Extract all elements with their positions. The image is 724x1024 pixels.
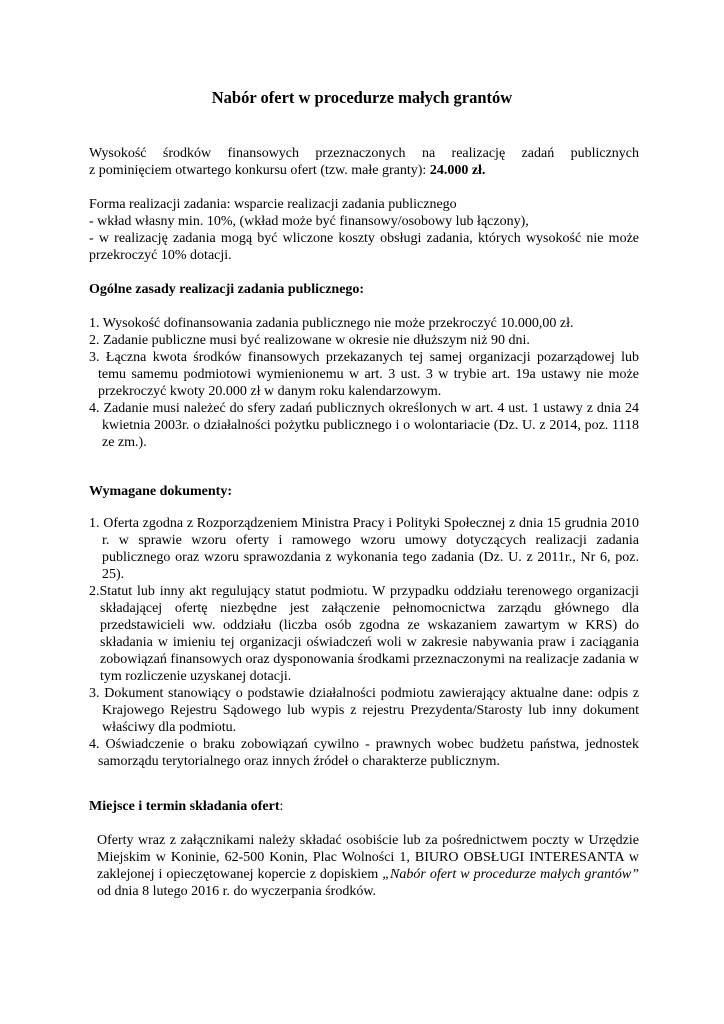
list-item: 4. Zadanie musi należeć do sfery zadań publicznych określonych w art. 4 ust. 1 ustawy z dnia 24 kwietnia 2003r. o działalności pożytku publicznego i o wolontariacie (Dz. U. z 2014, poz. 1118 ze zm.). — [89, 401, 639, 450]
submission-italic: „Nabór ofert w procedurze małych grantów” — [382, 867, 639, 882]
intro-text-1: Wysokość środków finansowych przeznaczonych na realizację zadań publicznych — [89, 146, 639, 161]
general-rules-heading: Ogólne zasady realizacji zadania publicznego: — [89, 282, 365, 297]
submission-heading: Miejsce i termin składania ofert — [89, 799, 280, 814]
list-item: 2.Statut lub inny akt regulujący statut podmiotu. W przypadku oddziału terenowego organizacji składającej ofertę niezbędne jest załączenie pełnomocnictwa zarządu głównego dla przedstawicieli ww. oddziału (liczba osób zgodna ze wskazaniem zawartym w KRS) do składania w imieniu tej organizacji oświadczeń woli w zakresie nabywania praw i zaciągania zobowiązań finansowych oraz dysponowania środkami przeznaczonymi na realizacje zadania w tym rozliczenie uzyskanej dotacji. — [89, 584, 639, 684]
intro-text-2: z pominięciem otwartego konkursu ofert (tzw. małe granty): — [89, 163, 430, 178]
submission-heading-colon: : — [279, 799, 284, 814]
list-item: 3. Łączna kwota środków finansowych przekazanych tej samej organizacji pozarządowej lub temu samemu podmiotowi wymienionemu w art. 3 ust. 3 w trybie art. 19a ustawy nie może przekroczyć kwoty 20.000 zł w danym roku kalendarzowym. — [89, 350, 639, 399]
list-item: 3. Dokument stanowiący o podstawie działalności podmiotu zawierający aktualne dane: odpis z Krajowego Rejestru Sądowego lub wypis z rejestru Prezydenta/Starosty lub inny dokument właściwy dla podmiotu. — [89, 686, 639, 735]
list-item: 4. Oświadczenie o braku zobowiązań cywilno - prawnych wobec budżetu państwa, jednostek samorządu terytorialnego oraz innych źródeł o charakterze publicznym. — [89, 737, 639, 769]
list-item: 1. Oferta zgodna z Rozporządzeniem Ministra Pracy i Polityki Społecznej z dnia 15 grudnia 2010 r. w sprawie wzoru oferty i ramowego wzoru umowy dotyczących realizacji zadania publicznego oraz wzoru sprawozdania z wykonania tego zadania (Dz. U. z 2011r., Nr 6, poz. 25). — [89, 516, 639, 582]
submission-text-1: Oferty wraz z załącznikami należy składać osobiście lub za pośrednictwem poczty w Urzędzie Miejskim w Koninie, 62-500 Konin, Plac Wolności 1, BIURO OBSŁUGI INTERESANTA w zaklejonej i opieczętowanej kopercie z dopiskiem — [97, 833, 639, 882]
intro-amount: 24.000 zł. — [429, 163, 486, 178]
page-title: Nabór ofert w procedurze małych grantów — [211, 88, 513, 107]
form-paragraph — [89, 196, 639, 264]
form-line-1: Forma realizacji zadania: wsparcie realizacji zadania publicznego — [89, 197, 457, 212]
list-item: 1. Wysokość dofinansowania zadania publicznego nie może przekroczyć 10.000,00 zł. — [89, 316, 574, 331]
submission-text-2: od dnia 8 lutego 2016 r. do wyczerpania środków. — [97, 884, 377, 899]
submission-heading-row — [89, 798, 639, 815]
list-item: 2. Zadanie publiczne musi być realizowane w okresie nie dłuższym niż 90 dni. — [89, 333, 530, 348]
form-line-3: - w realizację zadania mogą być wliczone koszty obsługi zadania, których wysokość nie może przekroczyć 10% dotacji. — [89, 231, 639, 263]
form-line-2: - wkład własny min. 10%, (wkład może być finansowy/osobowy lub łączony), — [89, 214, 529, 229]
documents-heading: Wymagane dokumenty: — [89, 484, 232, 499]
general-rules-list — [89, 315, 639, 451]
intro-line-2 — [89, 162, 639, 179]
documents-list — [89, 515, 639, 770]
intro-paragraph — [89, 145, 639, 179]
submission-paragraph — [97, 832, 639, 900]
